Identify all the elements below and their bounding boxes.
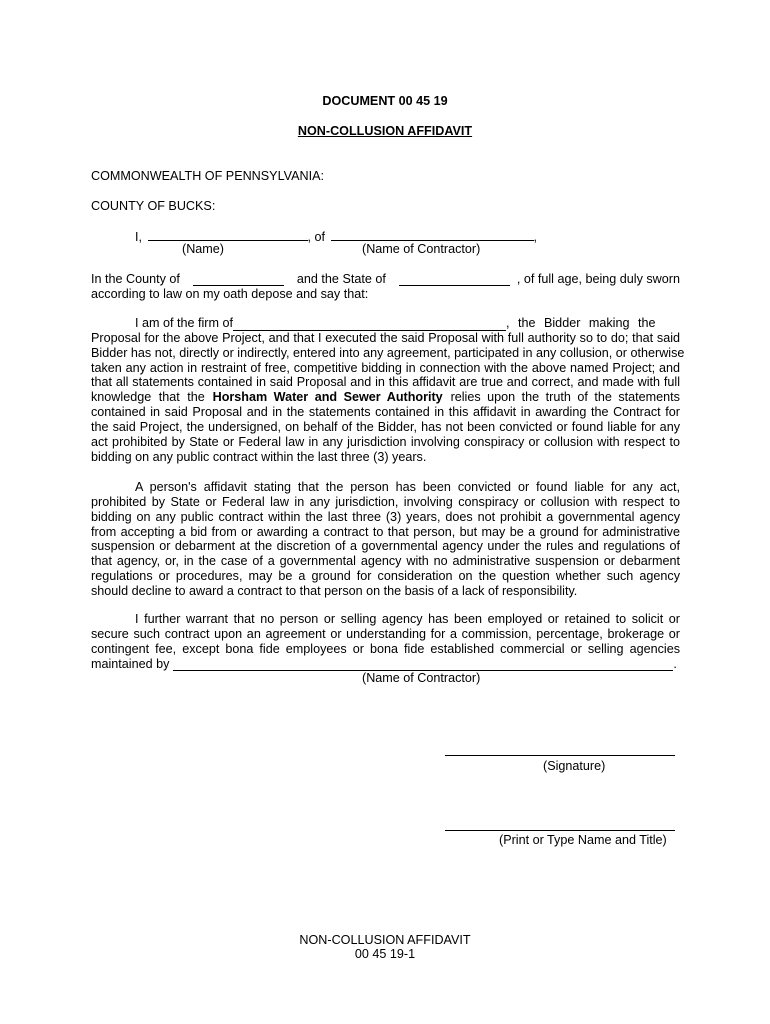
state-blank[interactable] [399, 273, 510, 286]
p2-line-6: that agency, or, in the case of a governmental agency with no administrative suspension or debarment [91, 554, 680, 569]
authority-name: Horsham Water and Sewer Authority [212, 390, 443, 405]
p1-line-1 [91, 316, 680, 331]
state-text: and the State of [296, 272, 386, 286]
footer-title: NON-COLLUSION AFFIDAVIT [299, 933, 471, 947]
county-text: In the County of [91, 272, 180, 286]
p1-line-2: Proposal for the above Project, and that I executed the said Proposal with full authority so to do; that said [91, 330, 680, 345]
p3-line-1: I further warrant that no person or selling agency has been employed or retained to solicit or [135, 612, 680, 626]
paragraph-bidder [91, 316, 685, 464]
identity-end: , [533, 230, 538, 244]
signature-caption: (Signature) [543, 759, 606, 773]
p3-line-3: contingent fee, except bona fide employees or bona fide established commercial or selling agencies [91, 641, 680, 656]
document-title: NON-COLLUSION AFFIDAVIT [297, 124, 473, 138]
p1-line-4: taken any action in restraint of free, competitive bidding in connection with the above named Project; and [91, 360, 680, 375]
p2-line-5: suspension or debarment at the discretion of a governmental agency under the rules and regulations of [91, 539, 680, 554]
bidder-text: , the Bidder making the [505, 316, 656, 330]
p2-line-2: prohibited by State or Federal law in any jurisdiction, involving conspiracy or collusion with respect to [91, 494, 680, 509]
maintained-text: maintained by [91, 656, 170, 671]
venue-state: COMMONWEALTH OF PENNSYLVANIA: [91, 169, 325, 183]
firm-blank[interactable] [233, 318, 506, 331]
footer-page: 00 45 19-1 [354, 947, 416, 961]
county-line-2: according to law on my oath depose and say that: [91, 287, 369, 301]
p1-line-8: the said Project, the undersigned, on behalf of the Bidder, has not been convicted or found liable for any [91, 419, 680, 434]
p1-line-7: contained in said Proposal and in the statements contained in this affidavit in awarding the Contract for [91, 405, 680, 420]
p1-line-3: Bidder has not, directly or indirectly, entered into any agreement, participated in any collusion, or otherwise [91, 345, 685, 360]
identity-of: , of [307, 230, 326, 244]
paragraph-affidavit-effect [91, 480, 680, 599]
name-blank[interactable] [148, 228, 308, 241]
contractor-blank[interactable] [331, 228, 534, 241]
p1-line-6 [91, 390, 680, 405]
paragraph-warranty [91, 612, 680, 671]
county-blank[interactable] [193, 273, 284, 286]
bidder-text-wrap [506, 316, 680, 331]
identity-prefix: I, [135, 230, 142, 244]
p2-line-8: should decline to award a contract to that person on the basis of a lack of responsibility. [91, 583, 578, 598]
p2-line-1: A person's affidavit stating that the person has been convicted or found liable for any act, [135, 480, 680, 494]
venue-county: COUNTY OF BUCKS: [91, 199, 216, 213]
firm-text: I am of the firm of [135, 316, 233, 330]
p3-line-4 [91, 657, 680, 672]
knowledge-text: knowledge that the [91, 390, 205, 405]
p2-line-7: regulations or procedures, may be a ground for consideration on the question whether such agency [91, 569, 680, 584]
relies-text: relies upon the truth of the statements [450, 390, 680, 405]
signature-line[interactable] [445, 755, 675, 756]
print-name-line[interactable] [445, 830, 675, 831]
contractor-caption: (Name of Contractor) [362, 242, 481, 256]
p1-line-5: that all statements contained in said Proposal and in this affidavit are true and correct, and made with full [91, 375, 680, 390]
name-caption: (Name) [182, 242, 224, 256]
maintained-end: . [673, 656, 677, 671]
document-number: DOCUMENT 00 45 19 [322, 94, 448, 108]
p3-line-2: secure such contract upon an agreement or understanding for a commission, percentage, brokerage or [91, 626, 680, 641]
p1-line-10: bidding on any public contract within the last three (3) years. [91, 449, 427, 464]
print-name-caption: (Print or Type Name and Title) [499, 833, 667, 847]
maintained-caption: (Name of Contractor) [362, 671, 481, 685]
p2-line-3: bidding on any public contract within the last three (3) years, does not prohibit a governmental agency [91, 509, 680, 524]
sworn-text: , of full age, being duly sworn [516, 272, 680, 286]
p1-line-9: act prohibited by State or Federal law in any jurisdiction involving conspiracy or collusion with respect to [91, 434, 680, 449]
county-line [91, 272, 680, 286]
p2-line-4: from accepting a bid from or awarding a contract to that person, but may be a ground for administrative [91, 524, 680, 539]
maintained-blank[interactable] [173, 658, 673, 671]
